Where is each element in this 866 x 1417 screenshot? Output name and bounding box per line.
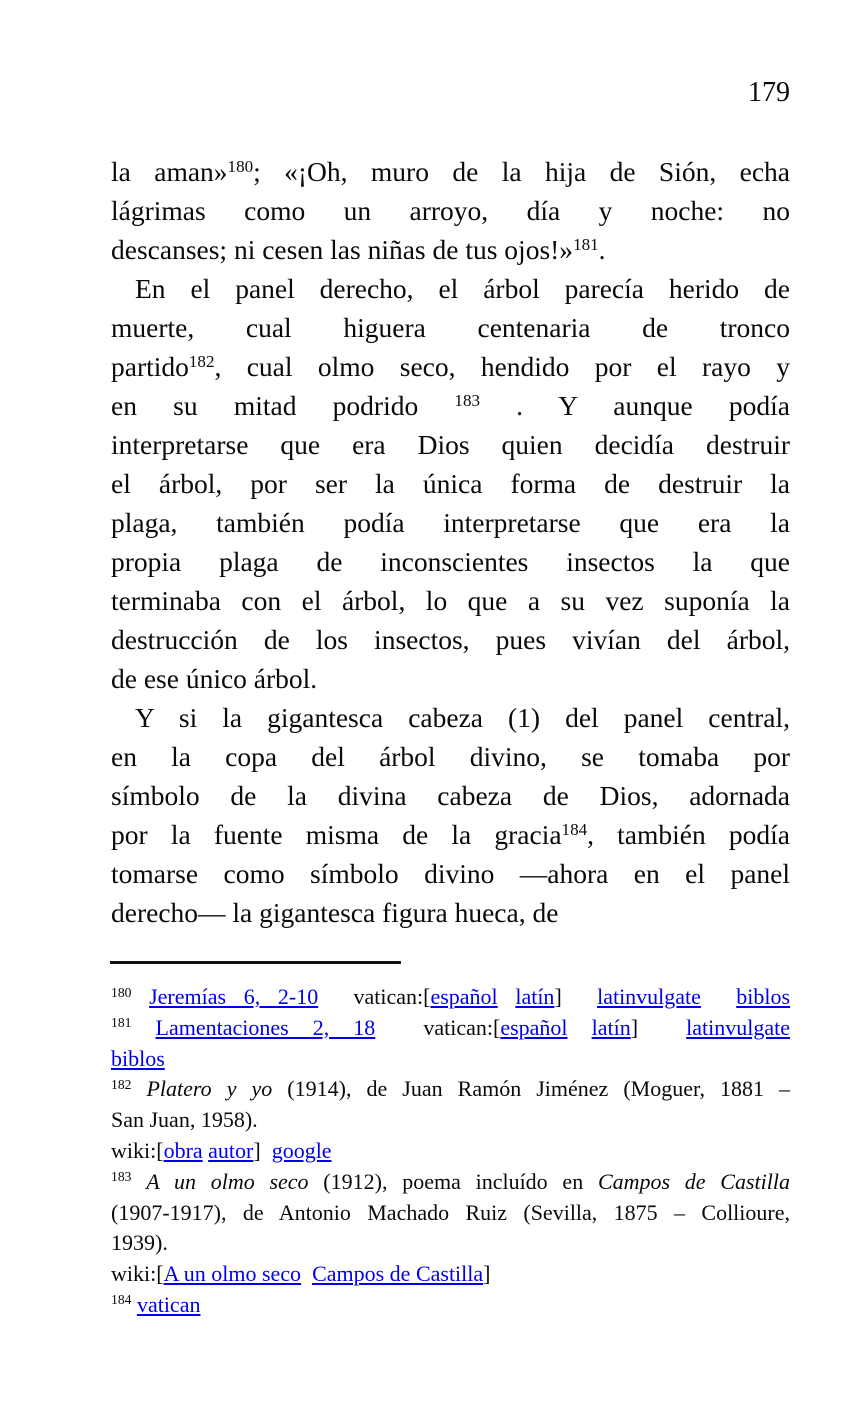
footnote-line <box>111 1074 790 1105</box>
footnote-ref: 181 <box>573 234 599 254</box>
italic-text: A un olmo seco <box>146 1168 309 1194</box>
text-segment: ] <box>630 1014 687 1040</box>
hyperlink[interactable]: latín <box>591 1014 631 1040</box>
body-text <box>111 152 790 932</box>
text-segment: (1914), de Juan Ramón Jiménez (Moguer, 1881 – <box>272 1076 791 1102</box>
page-number: 179 <box>748 77 790 108</box>
footnote-line <box>111 1013 790 1044</box>
text-segment: , cual olmo seco, hendido por el rayo y <box>214 351 790 382</box>
text-segment: ; «¡Oh, muro de la hija de Sión, echa <box>253 156 790 187</box>
hyperlink[interactable]: latinvulgate <box>597 984 701 1009</box>
text-segment: en la copa del árbol divino, se tomaba por <box>111 741 790 772</box>
text-segment <box>131 1169 146 1194</box>
body-line <box>111 698 790 737</box>
body-line <box>111 425 790 464</box>
body-line <box>111 230 790 269</box>
hyperlink[interactable]: español <box>500 1014 568 1040</box>
hyperlink[interactable]: obra <box>163 1137 203 1163</box>
footnote-ref: 183 <box>454 390 480 410</box>
text-segment: lágrimas como un arroyo, día y noche: no <box>111 195 790 226</box>
hyperlink[interactable]: autor <box>208 1137 254 1163</box>
hyperlink[interactable]: biblos <box>111 1045 165 1071</box>
footnote-ref: 183 <box>111 1169 132 1185</box>
text-segment: propia plaga de inconscientes insectos la que <box>111 546 790 577</box>
footnote-line <box>111 1259 790 1290</box>
text-segment <box>701 984 736 1009</box>
body-line <box>111 659 790 698</box>
body-line <box>111 191 790 230</box>
footnote-line <box>111 1198 790 1229</box>
body-line <box>111 152 790 191</box>
text-segment: Y si la gigantesca cabeza (1) del panel central, <box>135 702 790 733</box>
text-segment: muerte, cual higuera centenaria de tronco <box>111 312 790 343</box>
hyperlink[interactable]: Lamentaciones 2, 18 <box>155 1014 376 1040</box>
text-segment: terminaba con el árbol, lo que a su vez suponía la <box>111 585 790 616</box>
text-segment <box>498 984 516 1009</box>
body-line <box>111 542 790 581</box>
footnotes-section <box>111 982 790 1321</box>
footnote-ref: 182 <box>188 351 215 371</box>
text-segment: destrucción de los insectos, pues vivían del árbol, <box>111 624 790 655</box>
text-segment: derecho— la gigantesca figura hueca, de <box>111 897 559 928</box>
footnote-line <box>111 1167 790 1198</box>
footnote-line <box>111 1290 790 1321</box>
text-segment: San Juan, 1958). <box>111 1107 258 1133</box>
text-segment: En el panel derecho, el árbol parecía herido de <box>135 273 790 304</box>
text-segment: de ese único árbol. <box>111 663 318 694</box>
hyperlink[interactable]: biblos <box>736 984 791 1009</box>
hyperlink[interactable]: latín <box>515 984 555 1009</box>
body-line <box>111 737 790 776</box>
footnote-line <box>111 1105 790 1136</box>
text-segment: plaga, también podía interpretarse que era la <box>111 507 790 538</box>
body-line <box>111 464 790 503</box>
body-line <box>111 347 790 386</box>
text-segment: el árbol, por ser la única forma de destruir la <box>111 468 790 499</box>
body-line <box>111 854 790 893</box>
body-line <box>111 503 790 542</box>
text-segment: ] <box>253 1137 272 1163</box>
hyperlink[interactable]: google <box>271 1137 332 1163</box>
text-segment <box>301 1261 312 1286</box>
text-segment: 1939). <box>111 1230 168 1256</box>
hyperlink[interactable]: vatican <box>136 1291 201 1317</box>
text-segment: wiki:[ <box>111 1137 164 1163</box>
text-segment: . Y aunque podía <box>479 390 790 421</box>
italic-text: Campos de Castilla <box>597 1168 790 1194</box>
footnote-ref: 181 <box>111 1015 132 1031</box>
text-segment <box>568 1015 592 1040</box>
body-line <box>111 620 790 659</box>
footnote-line <box>111 1136 790 1167</box>
text-segment: , también podía <box>587 819 790 850</box>
body-line <box>111 269 790 308</box>
text-segment: símbolo de la divina cabeza de Dios, adornada <box>111 780 790 811</box>
text-segment <box>131 1015 155 1040</box>
footnote-separator <box>110 961 401 964</box>
footnote-line <box>111 1228 790 1259</box>
footnote-ref: 182 <box>111 1076 132 1092</box>
footnote-line <box>111 1044 790 1075</box>
hyperlink[interactable]: Jeremías 6, 2-10 <box>149 984 319 1009</box>
footnote-ref: 180 <box>227 156 254 176</box>
text-segment: (1907-1917), de Antonio Machado Ruiz (Sevilla, 1875 – Collioure, <box>111 1199 790 1225</box>
text-segment: vatican:[ <box>375 1014 501 1040</box>
body-line <box>111 386 790 425</box>
text-segment: ] <box>483 1261 491 1287</box>
text-segment: en su mitad podrido <box>111 390 455 421</box>
text-segment: (1912), poema incluído en <box>308 1168 598 1194</box>
hyperlink[interactable]: latinvulgate <box>686 1014 790 1040</box>
text-segment <box>131 1076 146 1101</box>
text-segment: la aman» <box>111 156 228 187</box>
text-segment: interpretarse que era Dios quien decidía destruir <box>111 429 790 460</box>
body-line <box>111 815 790 854</box>
body-line <box>111 308 790 347</box>
hyperlink[interactable]: español <box>430 984 498 1009</box>
footnote-ref: 184 <box>111 1292 132 1308</box>
italic-text: Platero y yo <box>146 1076 273 1102</box>
text-segment <box>131 984 149 1009</box>
text-segment: wiki:[ <box>111 1261 164 1287</box>
text-segment: ] <box>554 984 598 1009</box>
text-segment: por la fuente misma de la gracia <box>111 819 562 850</box>
text-segment: descanses; ni cesen las niñas de tus ojos!» <box>111 234 574 265</box>
text-segment: partido <box>111 351 189 382</box>
hyperlink[interactable]: A un olmo seco <box>163 1261 302 1287</box>
footnote-ref: 184 <box>561 819 588 839</box>
body-line <box>111 776 790 815</box>
text-segment: tomarse como símbolo divino —ahora en el panel <box>111 858 790 889</box>
body-line <box>111 893 790 932</box>
body-line <box>111 581 790 620</box>
footnote-line <box>111 982 790 1013</box>
text-segment: vatican:[ <box>318 984 431 1009</box>
hyperlink[interactable]: Campos de Castilla <box>312 1261 484 1287</box>
footnote-ref: 180 <box>111 984 132 1000</box>
text-segment: . <box>598 234 606 265</box>
